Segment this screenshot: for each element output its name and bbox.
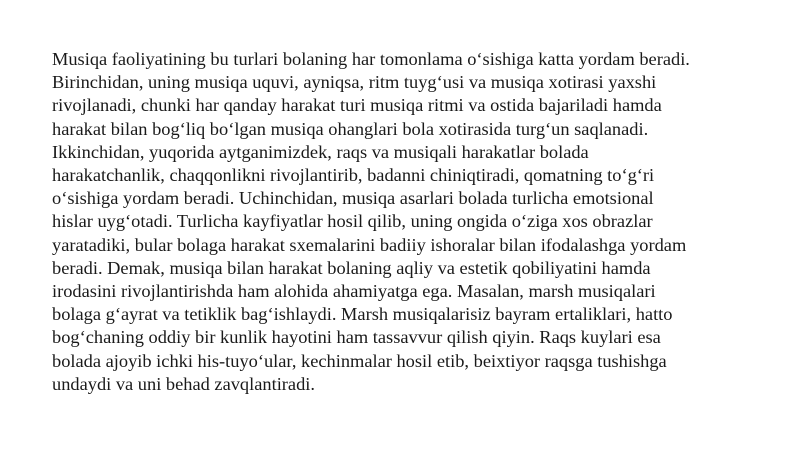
body-paragraph: [52, 48, 792, 396]
text-line: Birinchidan, uning musiqa uquvi, ayniqsa, ritm tuyg‘usi va musiqa xotirasi yaxshi: [52, 72, 657, 93]
text-line: bog‘chaning oddiy bir kunlik hayotini ham tassavvur qilish qiyin. Raqs kuylari esa: [52, 327, 661, 348]
text-line: bolada ajoyib ichki his-tuyo‘ular, kechinmalar hosil etib, beixtiyor raqsga tushishga: [52, 350, 667, 371]
text-line: harakatchanlik, chaqqonlikni rivojlantirib, badanni chiniqtiradi, qomatning to‘g‘ri: [52, 165, 655, 186]
text-line: rivojlanadi, chunki har qanday harakat turi musiqa ritmi va ostida bajariladi hamda: [52, 95, 662, 116]
text-line: bolaga g‘ayrat va tetiklik bag‘ishlaydi. Marsh musiqalarisiz bayram ertaliklari, hatto: [52, 304, 673, 325]
text-line: o‘sishiga yordam beradi. Uchinchidan, musiqa asarlari bolada turlicha emotsional: [52, 188, 654, 209]
text-line: yaratadiki, bular bolaga harakat sxemalarini badiiy ishoralar bilan ifodalashga yordam: [52, 234, 687, 255]
text-line: undaydi va uni behad zavqlantiradi.: [52, 373, 316, 394]
text-line: Ikkinchidan, yuqorida aytganimizdek, raqs va musiqali harakatlar bolada: [52, 141, 589, 162]
text-line: beradi. Demak, musiqa bilan harakat bolaning aqliy va estetik qobiliyatini hamda: [52, 257, 651, 278]
text-line: hislar uyg‘otadi. Turlicha kayfiyatlar hosil qilib, uning ongida o‘ziga xos obrazlar: [52, 211, 653, 232]
text-line: irodasini rivojlantirishda ham alohida ahamiyatga ega. Masalan, marsh musiqalari: [52, 281, 656, 302]
text-line: Musiqa faoliyatining bu turlari bolaning har tomonlama o‘sishiga katta yordam beradi.: [52, 49, 690, 69]
text-line: harakat bilan bog‘liq bo‘lgan musiqa ohanglari bola xotirasida turg‘un saqlanadi.: [52, 118, 649, 139]
